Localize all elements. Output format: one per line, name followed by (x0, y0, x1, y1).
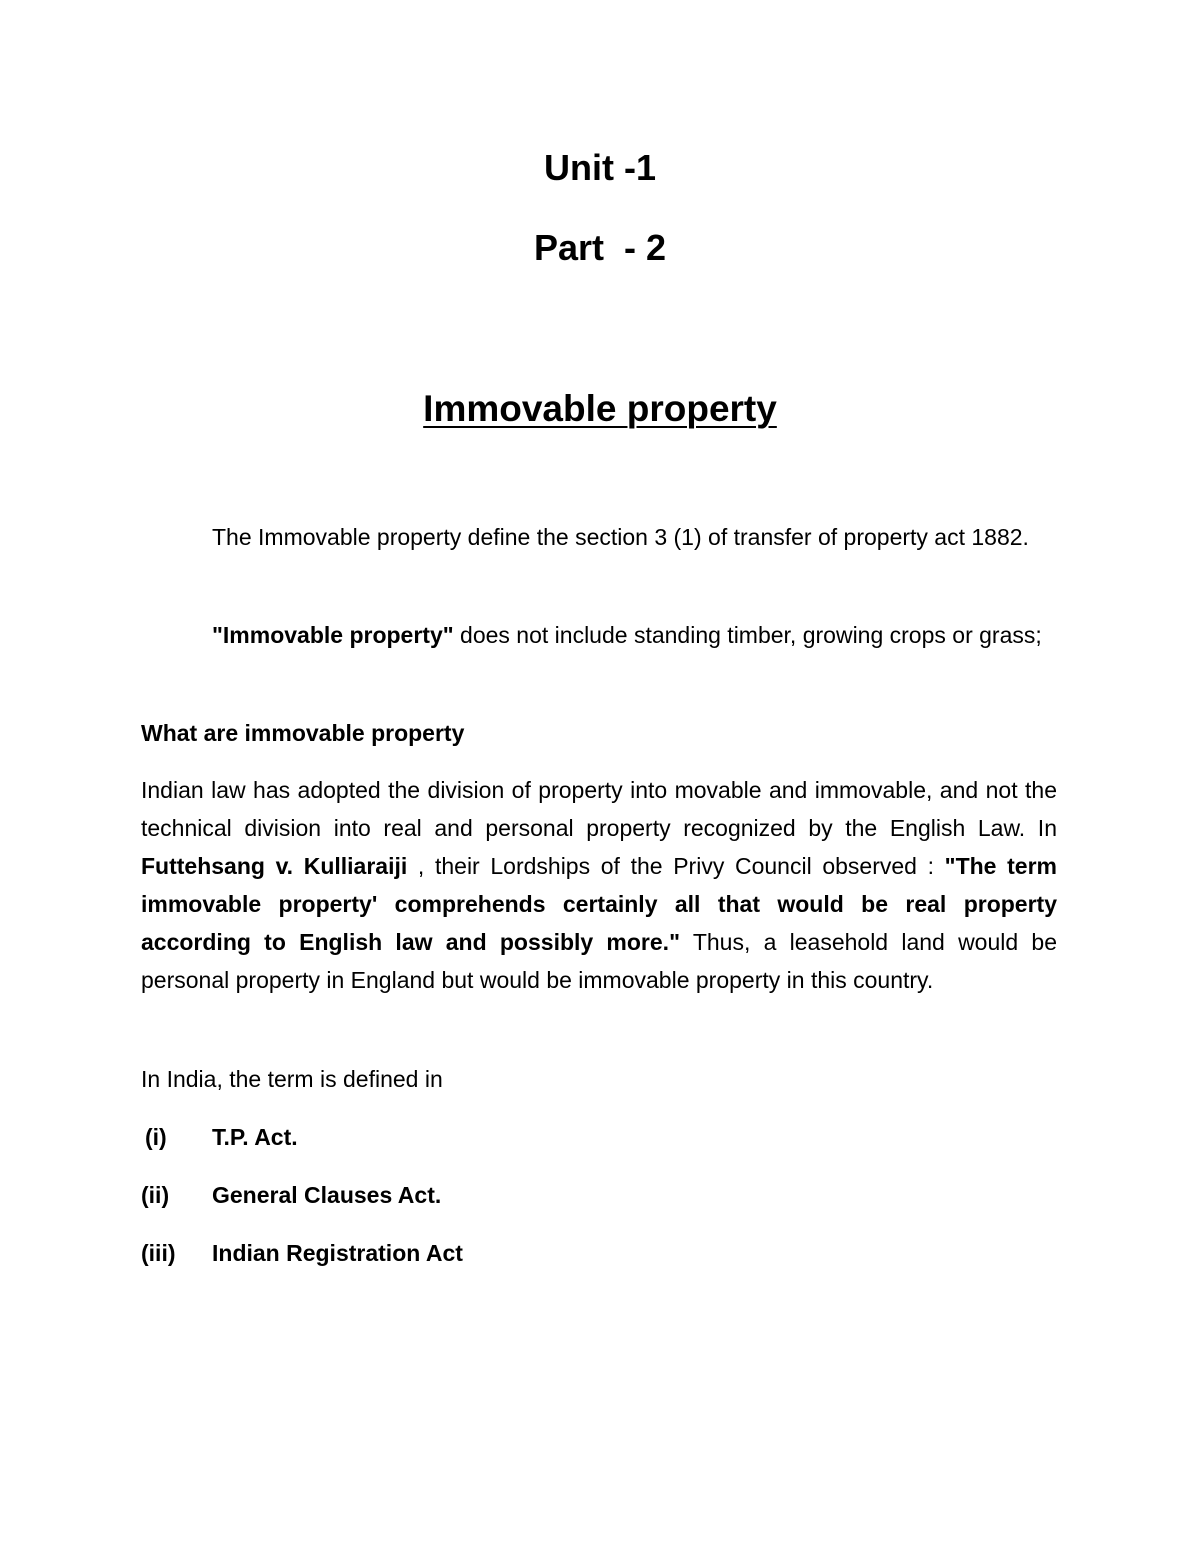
case-name: Futtehsang v. Kulliaraiji (141, 853, 408, 879)
list-number: (iii) (141, 1240, 176, 1266)
list-label: T.P. Act. (212, 1124, 298, 1150)
list-item (141, 1234, 463, 1272)
list-item (141, 1176, 441, 1214)
subheading: What are immovable property (141, 720, 465, 746)
list-label: Indian Registration Act (212, 1240, 463, 1266)
explanation-text-1: Indian law has adopted the division of property into movable and immovable, and not the technical division into real and personal property recognized by the English Law. In (141, 777, 1057, 841)
list-label: General Clauses Act. (212, 1182, 442, 1208)
privy-council-quote: "The term immovable property' comprehends certainly all that would be real property according to English law and possibly more." (141, 853, 1057, 955)
part-number: - 2 (624, 227, 667, 268)
unit-heading: Unit -1 (544, 147, 656, 188)
exclusion-paragraph (141, 616, 1057, 654)
exclusion-text: does not include standing timber, growing crops or grass; (453, 622, 1042, 648)
list-item (141, 1118, 298, 1156)
bold-term: "Immovable property" (212, 622, 454, 648)
list-number: (i) (145, 1124, 167, 1150)
list-number: (ii) (141, 1182, 170, 1208)
explanation-text-3: Thus, a leasehold land would be personal property in England but would be immovable property in this country. (141, 929, 1058, 993)
india-definition-intro: In India, the term is defined in (141, 1066, 443, 1092)
explanation-paragraph (141, 771, 1057, 999)
definition-paragraph: The Immovable property define the section 3 (1) of transfer of property act 1882. (212, 524, 1029, 550)
explanation-text-2: , their Lordships of the Privy Council observed : (407, 853, 945, 879)
part-heading (0, 227, 1200, 268)
document-title: Immovable property (423, 388, 777, 429)
part-label: Part (533, 227, 604, 268)
